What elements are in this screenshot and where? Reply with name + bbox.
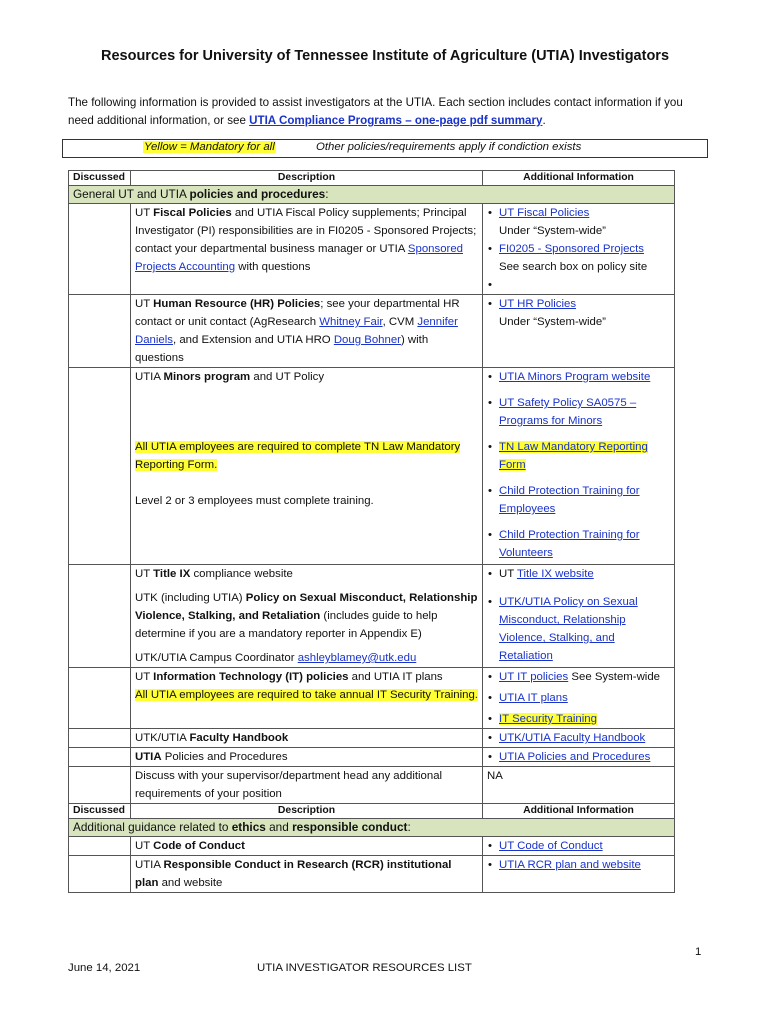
discussed-cell[interactable] bbox=[69, 565, 131, 668]
header-description: Description bbox=[131, 171, 483, 186]
additional-cell bbox=[483, 204, 675, 295]
header-discussed: Discussed bbox=[69, 171, 131, 186]
table-header-row bbox=[69, 171, 675, 186]
discussed-cell[interactable] bbox=[69, 767, 131, 804]
discussed-cell[interactable] bbox=[69, 204, 131, 295]
child-protection-volunteers-link[interactable]: Child Protection Training for Volunteers bbox=[499, 529, 640, 559]
list-item bbox=[487, 438, 670, 474]
list-item: • UT IT policies See System-wide bbox=[487, 668, 670, 686]
table-row-fiscal bbox=[69, 204, 675, 295]
minors-program-link[interactable]: UTIA Minors Program website bbox=[499, 371, 651, 383]
description-cell: UT Information Technology (IT) policies and UTIA IT plans All UTIA employees are required to take annual IT Security Training. bbox=[131, 668, 483, 729]
list-item bbox=[487, 394, 670, 430]
additional-cell bbox=[483, 837, 675, 856]
sexual-misconduct-policy-link[interactable]: UTK/UTIA Policy on Sexual Misconduct, Relationship Violence, Stalking, and Retaliation bbox=[499, 596, 638, 662]
discussed-cell[interactable] bbox=[69, 837, 131, 856]
table-row-supervisor bbox=[69, 767, 675, 804]
intro-paragraph bbox=[68, 94, 708, 130]
description-cell: UT Title IX compliance website UTK (including UTIA) Policy on Sexual Misconduct, Relationship Violence, Stalking, and Retaliation (includes guide to help determine if you are a mandatory reporter in Appendix E) UTK/UTIA Campus Coordinator ashleyblamey@utk.edu bbox=[131, 565, 483, 668]
list-item bbox=[487, 368, 670, 386]
header-additional: Additional Information bbox=[483, 171, 675, 186]
list-item: • UT HR Policies Under “System-wide” bbox=[487, 295, 670, 331]
compliance-summary-link[interactable]: UTIA Compliance Programs – one-page pdf summary bbox=[249, 114, 543, 127]
jennifer-daniels-link[interactable]: Jennifer Daniels bbox=[135, 316, 458, 346]
table-row-handbook bbox=[69, 729, 675, 748]
description-cell: UTK/UTIA Faculty Handbook bbox=[131, 729, 483, 748]
additional-cell bbox=[483, 668, 675, 729]
table-row-title-ix bbox=[69, 565, 675, 668]
additional-cell bbox=[483, 295, 675, 368]
utia-policies-link[interactable]: UTIA Policies and Procedures bbox=[499, 751, 651, 763]
list-item bbox=[487, 689, 670, 707]
intro-text: The following information is provided to assist investigators at the UTIA. Each section includes contact information if you need additional information, or see bbox=[68, 96, 683, 127]
code-of-conduct-link[interactable]: UT Code of Conduct bbox=[499, 840, 603, 852]
table-header-row: Discussed Description Additional Information bbox=[69, 804, 675, 819]
discussed-cell[interactable] bbox=[69, 729, 131, 748]
child-protection-employees-link[interactable]: Child Protection Training for Employees bbox=[499, 485, 640, 515]
utia-it-plans-link[interactable]: UTIA IT plans bbox=[499, 692, 568, 704]
list-item bbox=[487, 593, 670, 665]
ut-hr-policies-link[interactable]: UT HR Policies bbox=[499, 298, 577, 310]
list-item bbox=[487, 710, 670, 728]
additional-cell bbox=[483, 729, 675, 748]
discussed-cell[interactable] bbox=[69, 668, 131, 729]
legend-other: Other policies/requirements apply if condiction exists bbox=[316, 141, 582, 153]
legend-mandatory: Yellow = Mandatory for all bbox=[144, 141, 275, 153]
section-row-ethics: Additional guidance related to ethics and responsible conduct: bbox=[69, 819, 675, 837]
description-cell: UT Fiscal Policies and UTIA Fiscal Policy supplements; Principal Investigator (PI) responsibilities are in FI0205 - Sponsored Projects; contact your departmental business manager or UTIA Sponsored Projects Accounting with questions bbox=[131, 204, 483, 295]
title-ix-website-link[interactable]: Title IX website bbox=[516, 568, 594, 580]
it-security-training-link[interactable]: IT Security Training bbox=[499, 713, 597, 725]
list-item bbox=[487, 748, 670, 766]
description-cell: Discuss with your supervisor/department head any additional requirements of your position bbox=[131, 767, 483, 804]
discussed-cell[interactable] bbox=[69, 748, 131, 767]
table-row-it bbox=[69, 668, 675, 729]
list-item bbox=[487, 482, 670, 518]
discussed-cell[interactable] bbox=[69, 856, 131, 893]
additional-cell: NA bbox=[483, 767, 675, 804]
list-item bbox=[487, 837, 670, 855]
table-row-minors bbox=[69, 368, 675, 565]
sponsored-projects-accounting-link[interactable]: Sponsored Projects Accounting bbox=[135, 243, 463, 273]
discussed-cell[interactable] bbox=[69, 368, 131, 565]
description-cell: UTIA Responsible Conduct in Research (RCR) institutional plan and website bbox=[131, 856, 483, 893]
additional-cell bbox=[483, 748, 675, 767]
list-item: • FI0205 - Sponsored Projects See search box on policy site bbox=[487, 240, 670, 276]
legend-box bbox=[62, 139, 708, 158]
section-row-general: General UT and UTIA policies and procedures: bbox=[69, 186, 675, 204]
table-row-utia-policies bbox=[69, 748, 675, 767]
list-item bbox=[487, 526, 670, 562]
list-item bbox=[487, 856, 670, 874]
faculty-handbook-link[interactable]: UTK/UTIA Faculty Handbook bbox=[499, 732, 646, 744]
footer-title: UTIA INVESTIGATOR RESOURCES LIST bbox=[257, 962, 472, 974]
doug-bohner-link[interactable]: Doug Bohner bbox=[333, 334, 401, 346]
minors-level-text: Level 2 or 3 employees must complete training. bbox=[135, 495, 374, 507]
whitney-fair-link[interactable]: Whitney Fair bbox=[319, 316, 383, 328]
table-row-code-of-conduct bbox=[69, 837, 675, 856]
list-item: • UT Title IX website bbox=[487, 565, 670, 583]
safety-policy-link[interactable]: UT Safety Policy SA0575 – Programs for Minors bbox=[499, 397, 637, 427]
list-item: • UT Fiscal Policies Under “System-wide” bbox=[487, 204, 670, 240]
description-cell: UTIA Policies and Procedures bbox=[131, 748, 483, 767]
it-mandatory-text: All UTIA employees are required to take annual IT Security Training. bbox=[135, 689, 478, 701]
description-cell: UT Code of Conduct bbox=[131, 837, 483, 856]
description-cell: UTIA Minors program and UT Policy All UTIA employees are required to complete TN Law Mandatory Reporting Form. Level 2 or 3 employees must complete training. bbox=[131, 368, 483, 565]
campus-coordinator-email-link[interactable]: ashleyblamey@utk.edu bbox=[297, 652, 417, 664]
additional-cell bbox=[483, 565, 675, 668]
additional-cell bbox=[483, 368, 675, 565]
additional-cell bbox=[483, 856, 675, 893]
table-row-rcr bbox=[69, 856, 675, 893]
discussed-cell[interactable] bbox=[69, 295, 131, 368]
ut-it-policies-link[interactable]: UT IT policies bbox=[499, 671, 569, 683]
list-item bbox=[487, 729, 670, 747]
mandatory-reporting-form-link[interactable]: TN Law Mandatory Reporting Form bbox=[499, 441, 648, 471]
resources-table-general bbox=[68, 170, 675, 893]
table-row-hr bbox=[69, 295, 675, 368]
ut-fiscal-policies-link[interactable]: UT Fiscal Policies bbox=[499, 207, 590, 219]
intro-end: . bbox=[542, 114, 546, 127]
list-item bbox=[487, 276, 670, 294]
page-title: Resources for University of Tennessee Institute of Agriculture (UTIA) Investigators bbox=[100, 48, 670, 64]
fi0205-link[interactable]: FI0205 - Sponsored Projects bbox=[499, 243, 644, 255]
rcr-plan-link[interactable]: UTIA RCR plan and website bbox=[499, 859, 641, 871]
description-cell: UT Human Resource (HR) Policies; see your departmental HR contact or unit contact (AgResearch Whitney Fair, CVM Jennifer Daniels, and Extension and UTIA HRO Doug Bohner) with questions bbox=[131, 295, 483, 368]
minors-mandatory-text: All UTIA employees are required to complete TN Law Mandatory Reporting Form. bbox=[135, 441, 461, 471]
page-number: 1 bbox=[695, 946, 702, 958]
footer-date: June 14, 2021 bbox=[68, 962, 141, 974]
